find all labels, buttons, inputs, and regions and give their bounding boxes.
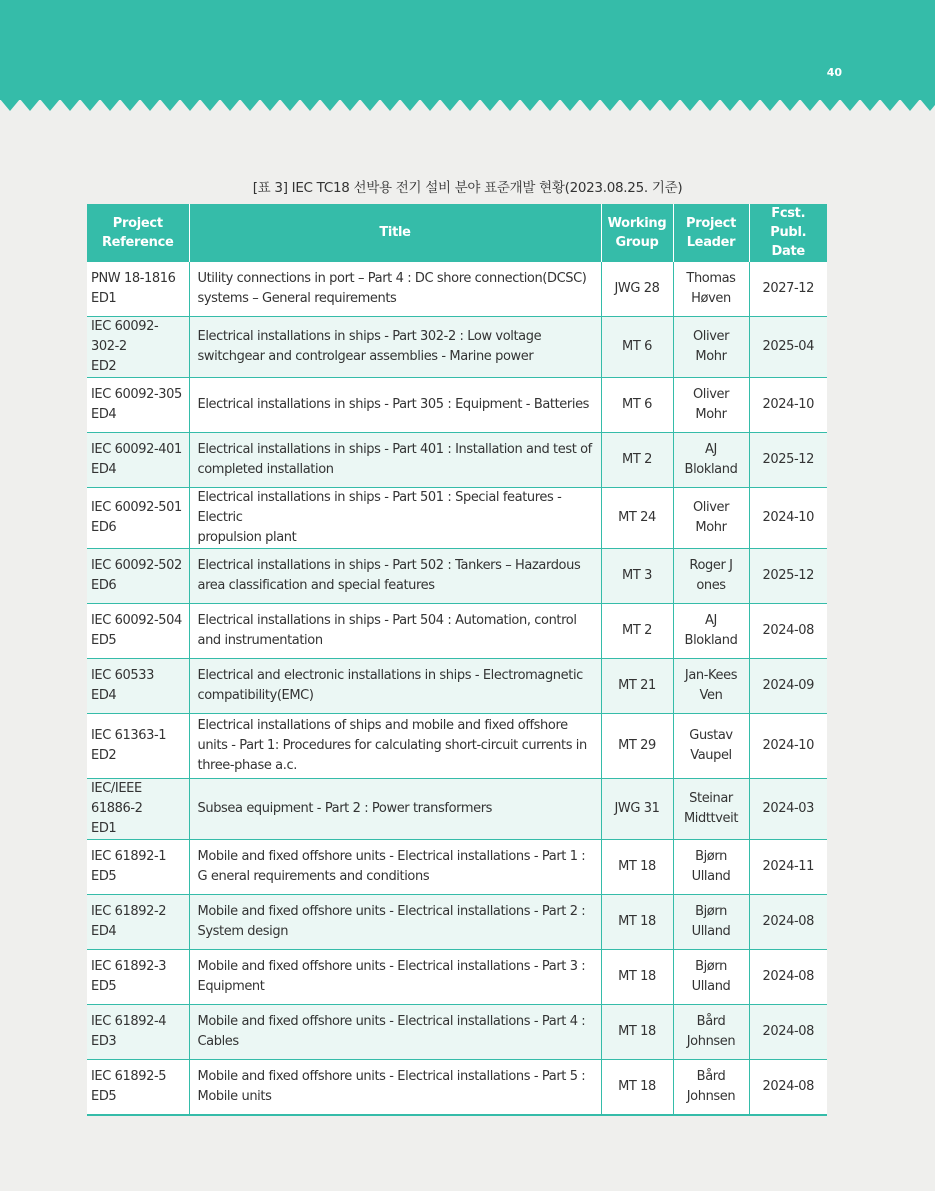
col-header-title: Title [189,204,601,262]
table-row [87,317,827,378]
cell-publication-date: 2024-08 [749,950,827,1005]
cell-project-leader: Oliver Mohr [673,488,749,549]
table-row [87,840,827,895]
cell-reference: IEC 60092-305 ED4 [87,378,189,433]
table-row [87,895,827,950]
cell-project-leader: Bjørn Ulland [673,840,749,895]
cell-reference: IEC 61892-3 ED5 [87,950,189,1005]
col-header-reference: Project Reference [87,204,189,262]
cell-project-leader: AJ Blokland [673,604,749,659]
cell-title: Mobile and fixed offshore units - Electrical installations - Part 5 : Mobile units [189,1060,601,1115]
cell-project-leader: Gustav Vaupel [673,714,749,779]
cell-reference: IEC/IEEE 61886-2 ED1 [87,779,189,840]
cell-reference: IEC 61363-1 ED2 [87,714,189,779]
table-header-row [87,204,827,262]
cell-title: Mobile and fixed offshore units - Electrical installations - Part 4 : Cables [189,1005,601,1060]
table-row [87,488,827,549]
cell-reference: IEC 60092-302-2 ED2 [87,317,189,378]
table-row [87,604,827,659]
cell-working-group: JWG 31 [601,779,673,840]
table-row [87,1060,827,1115]
col-header-group: Working Group [601,204,673,262]
cell-publication-date: 2024-03 [749,779,827,840]
cell-title: Mobile and fixed offshore units - Electrical installations - Part 1 : G eneral requirements and conditions [189,840,601,895]
cell-working-group: MT 2 [601,433,673,488]
cell-publication-date: 2024-11 [749,840,827,895]
table-row [87,779,827,840]
cell-working-group: MT 29 [601,714,673,779]
table-row [87,659,827,714]
cell-working-group: MT 18 [601,950,673,1005]
cell-project-leader: Steinar Midttveit [673,779,749,840]
cell-reference: IEC 60092-502 ED6 [87,549,189,604]
cell-reference: IEC 61892-1 ED5 [87,840,189,895]
cell-publication-date: 2027-12 [749,262,827,317]
cell-title: Electrical installations in ships - Part 502 : Tankers – Hazardous area classification and special features [189,549,601,604]
cell-working-group: MT 24 [601,488,673,549]
cell-title: Subsea equipment - Part 2 : Power transformers [189,779,601,840]
cell-working-group: MT 2 [601,604,673,659]
table-row [87,262,827,317]
cell-project-leader: Roger J ones [673,549,749,604]
cell-working-group: MT 21 [601,659,673,714]
cell-title: Electrical installations in ships - Part 302-2 : Low voltage switchgear and controlgear assemblies - Marine power [189,317,601,378]
cell-publication-date: 2024-08 [749,895,827,950]
cell-title: Electrical installations in ships - Part 501 : Special features - Electric propulsion plant [189,488,601,549]
cell-project-leader: Oliver Mohr [673,317,749,378]
cell-reference: IEC 60092-501 ED6 [87,488,189,549]
cell-title: Electrical installations in ships - Part 401 : Installation and test of completed installation [189,433,601,488]
cell-project-leader: AJ Blokland [673,433,749,488]
cell-publication-date: 2024-08 [749,1005,827,1060]
cell-project-leader: Bjørn Ulland [673,895,749,950]
col-header-leader: Project Leader [673,204,749,262]
cell-publication-date: 2024-09 [749,659,827,714]
cell-publication-date: 2024-08 [749,604,827,659]
cell-working-group: MT 18 [601,1060,673,1115]
cell-publication-date: 2024-10 [749,714,827,779]
table-row [87,1005,827,1060]
cell-reference: IEC 61892-2 ED4 [87,895,189,950]
table-row [87,549,827,604]
cell-reference: IEC 61892-5 ED5 [87,1060,189,1115]
cell-title: Mobile and fixed offshore units - Electrical installations - Part 3 : Equipment [189,950,601,1005]
table-row [87,950,827,1005]
cell-title: Electrical installations of ships and mobile and fixed offshore units - Part 1: Procedures for calculating short-circuit currents in three-phase a.c. [189,714,601,779]
cell-title: Mobile and fixed offshore units - Electrical installations - Part 2 : System design [189,895,601,950]
zigzag-border [0,99,935,113]
cell-publication-date: 2024-08 [749,1060,827,1115]
cell-project-leader: Thomas Høven [673,262,749,317]
cell-reference: IEC 60092-401 ED4 [87,433,189,488]
col-header-date: Fcst. Publ. Date [749,204,827,262]
cell-working-group: MT 18 [601,895,673,950]
cell-working-group: JWG 28 [601,262,673,317]
cell-publication-date: 2025-04 [749,317,827,378]
cell-reference: IEC 61892-4 ED3 [87,1005,189,1060]
cell-title: Electrical installations in ships - Part 504 : Automation, control and instrumentation [189,604,601,659]
cell-project-leader: Bård Johnsen [673,1005,749,1060]
cell-title: Utility connections in port – Part 4 : DC shore connection(DCSC) systems – General requirements [189,262,601,317]
table-caption: [표 3] IEC TC18 선박용 전기 설비 분야 표준개발 현황(2023.08.25. 기준) [252,180,683,196]
cell-working-group: MT 18 [601,840,673,895]
cell-project-leader: Jan-Kees Ven [673,659,749,714]
cell-reference: IEC 60533 ED4 [87,659,189,714]
cell-working-group: MT 18 [601,1005,673,1060]
header-band [0,0,935,100]
standards-table [87,204,827,1116]
cell-publication-date: 2024-10 [749,378,827,433]
table-row [87,378,827,433]
cell-publication-date: 2024-10 [749,488,827,549]
cell-reference: IEC 60092-504 ED5 [87,604,189,659]
table-row [87,433,827,488]
cell-reference: PNW 18-1816 ED1 [87,262,189,317]
cell-working-group: MT 3 [601,549,673,604]
cell-project-leader: Oliver Mohr [673,378,749,433]
cell-working-group: MT 6 [601,317,673,378]
cell-project-leader: Bjørn Ulland [673,950,749,1005]
table-row [87,714,827,779]
cell-working-group: MT 6 [601,378,673,433]
cell-title: Electrical installations in ships - Part 305 : Equipment - Batteries [189,378,601,433]
cell-title: Electrical and electronic installations in ships - Electromagnetic compatibility(EMC) [189,659,601,714]
cell-project-leader: Bård Johnsen [673,1060,749,1115]
cell-publication-date: 2025-12 [749,433,827,488]
page-number: 40 [826,66,842,79]
cell-publication-date: 2025-12 [749,549,827,604]
